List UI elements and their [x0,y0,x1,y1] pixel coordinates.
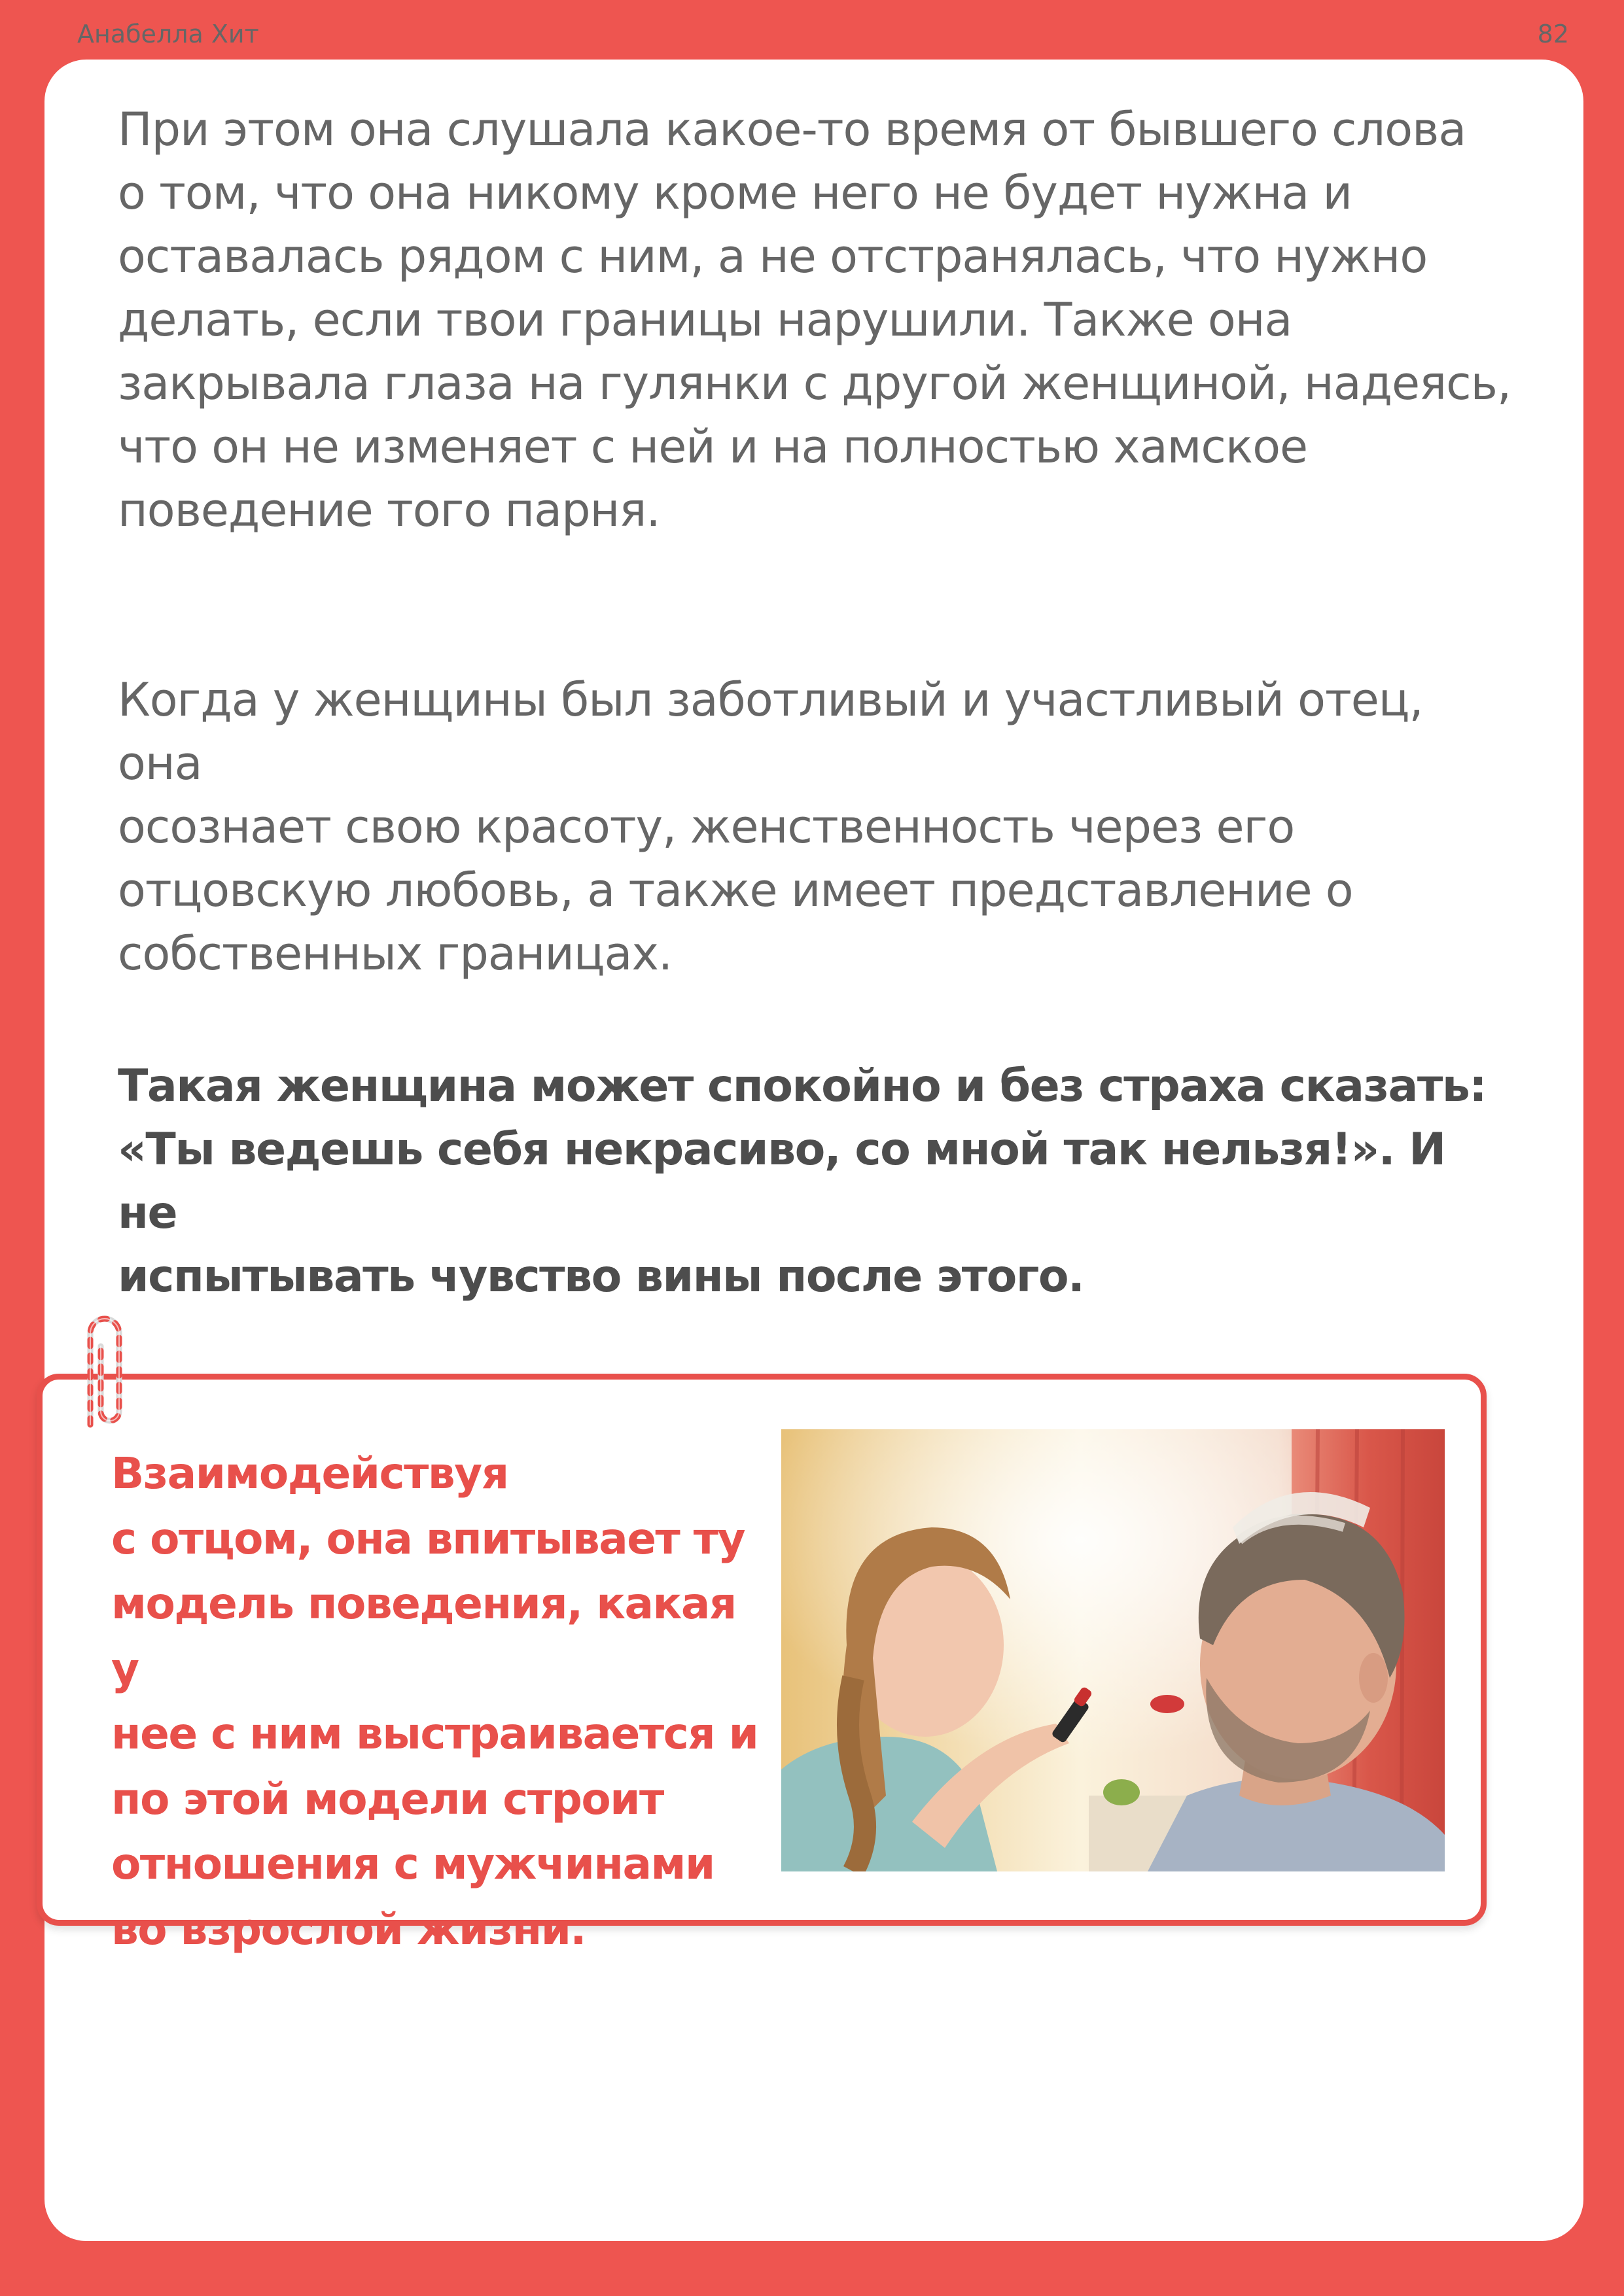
author-name: Анабелла Хит [77,20,259,48]
paragraph-3-bold: Такая женщина может спокойно и без страха сказать: «Ты ведешь себя некрасиво, со мной так нельзя!». И не испытывать чувство вины после этого. [118,1060,1487,1302]
father-daughter-photo [781,1429,1445,1871]
callout-text: Взаимодействуя с отцом, она впитывает ту модель поведения, какая у нее с ним выстраивается и по этой модели строит отношения с мужчинами во взрослой жизни. [111,1448,758,1955]
paragraph-2: Когда у женщины был заботливый и участливый отец, она осознает свою красоту, женственность через его отцовскую любовь, а также имеет представление о собственных границах. [118,673,1423,981]
paragraph-1: При этом она слушала какое-то время от бывшего слова о том, что она никому кроме него не будет нужна и оставалась рядом с ним, а не отстранялась, что нужно делать, если твои границы нарушили. Также она закрывала глаза на гулянки с другой женщиной, надеясь, что он не изменяет с ней и на полностью хамское поведение того парня. [118,103,1511,537]
page-number: 82 [1537,20,1569,48]
paperclip-icon [71,1307,130,1444]
